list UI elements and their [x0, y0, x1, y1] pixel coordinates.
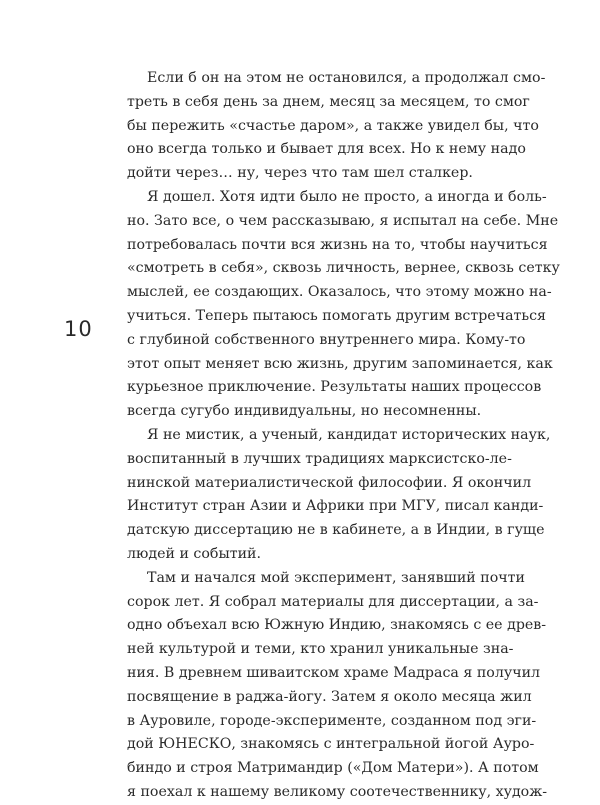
- text-line: датскую диссертацию не в кабинете, а в Индии, в гуще: [127, 522, 545, 539]
- text-line: посвящение в раджа-йогу. Затем я около месяца жил: [127, 688, 532, 705]
- text-line: этот опыт меняет всю жизнь, другим запоминается, как: [127, 355, 553, 372]
- paragraph: [127, 424, 551, 567]
- text-line: Если б он на этом не остановился, а продолжал смо-: [147, 70, 546, 86]
- text-line: Я дошел. Хотя идти было не просто, а иногда и боль-: [147, 188, 547, 205]
- text-line: дойти через… ну, через что там шел сталкер.: [127, 165, 473, 182]
- text-line: Институт стран Азии и Африки при МГУ, писал канди-: [127, 498, 544, 515]
- text-line: я поехал к нашему великому соотечественнику, худож-: [127, 783, 548, 800]
- text-line: биндо и строя Матримандир («Дом Матери»). А потом: [127, 760, 539, 777]
- text-line: «смотреть в себя», сквозь личность, вернее, сквозь сетку: [127, 260, 560, 277]
- text-line: одно объехал всю Южную Индию, знакомясь с ее древ-: [127, 617, 547, 634]
- text-line: ней культурой и теми, кто хранил уникальные зна-: [127, 641, 514, 658]
- text-line: в Ауровиле, городе-эксперименте, созданном под эги-: [127, 712, 537, 729]
- page-number: 10: [64, 317, 93, 341]
- body-text: [127, 67, 560, 805]
- text-line: Там и начался мой эксперимент, занявший почти: [147, 569, 525, 586]
- text-line: треть в себя день за днем, месяц за месяцем, то смог: [127, 93, 530, 110]
- text-line: нинской материалистической философии. Я окончил: [127, 474, 532, 491]
- text-line: бы пережить «счастье даром», а также увидел бы, что: [127, 117, 539, 134]
- text-line: воспитанный в лучших традициях марксистско-ле-: [127, 450, 512, 467]
- text-line: учиться. Теперь пытаюсь помогать другим встречаться: [127, 307, 547, 324]
- text-line: людей и событий.: [127, 545, 262, 562]
- text-line: курьезное приключение. Результаты наших процессов: [127, 379, 542, 396]
- text-line: но. Зато все, о чем рассказываю, я испытал на себе. Мне: [127, 212, 559, 229]
- text-line: Я не мистик, а ученый, кандидат исторических наук,: [147, 426, 551, 443]
- text-line: с глубиной собственного внутреннего мира. Кому-то: [127, 331, 526, 348]
- text-line: сорок лет. Я собрал материалы для диссертации, а за-: [127, 593, 539, 610]
- text-line: оно всегда только и бывает для всех. Но к нему надо: [127, 141, 526, 158]
- text-line: потребовалась почти вся жизнь на то, чтобы научиться: [127, 236, 548, 253]
- paragraph: [127, 67, 546, 186]
- paragraph: [127, 567, 548, 805]
- text-line: дой ЮНЕСКО, знакомясь с интегральной йогой Ауро-: [127, 736, 535, 753]
- paragraph: [127, 186, 560, 424]
- text-line: всегда сугубо индивидуальны, но несомненны.: [127, 403, 482, 420]
- text-line: ния. В древнем шиваитском храме Мадраса я получил: [127, 664, 541, 681]
- text-line: мыслей, ее создающих. Оказалось, что этому можно на-: [127, 284, 552, 301]
